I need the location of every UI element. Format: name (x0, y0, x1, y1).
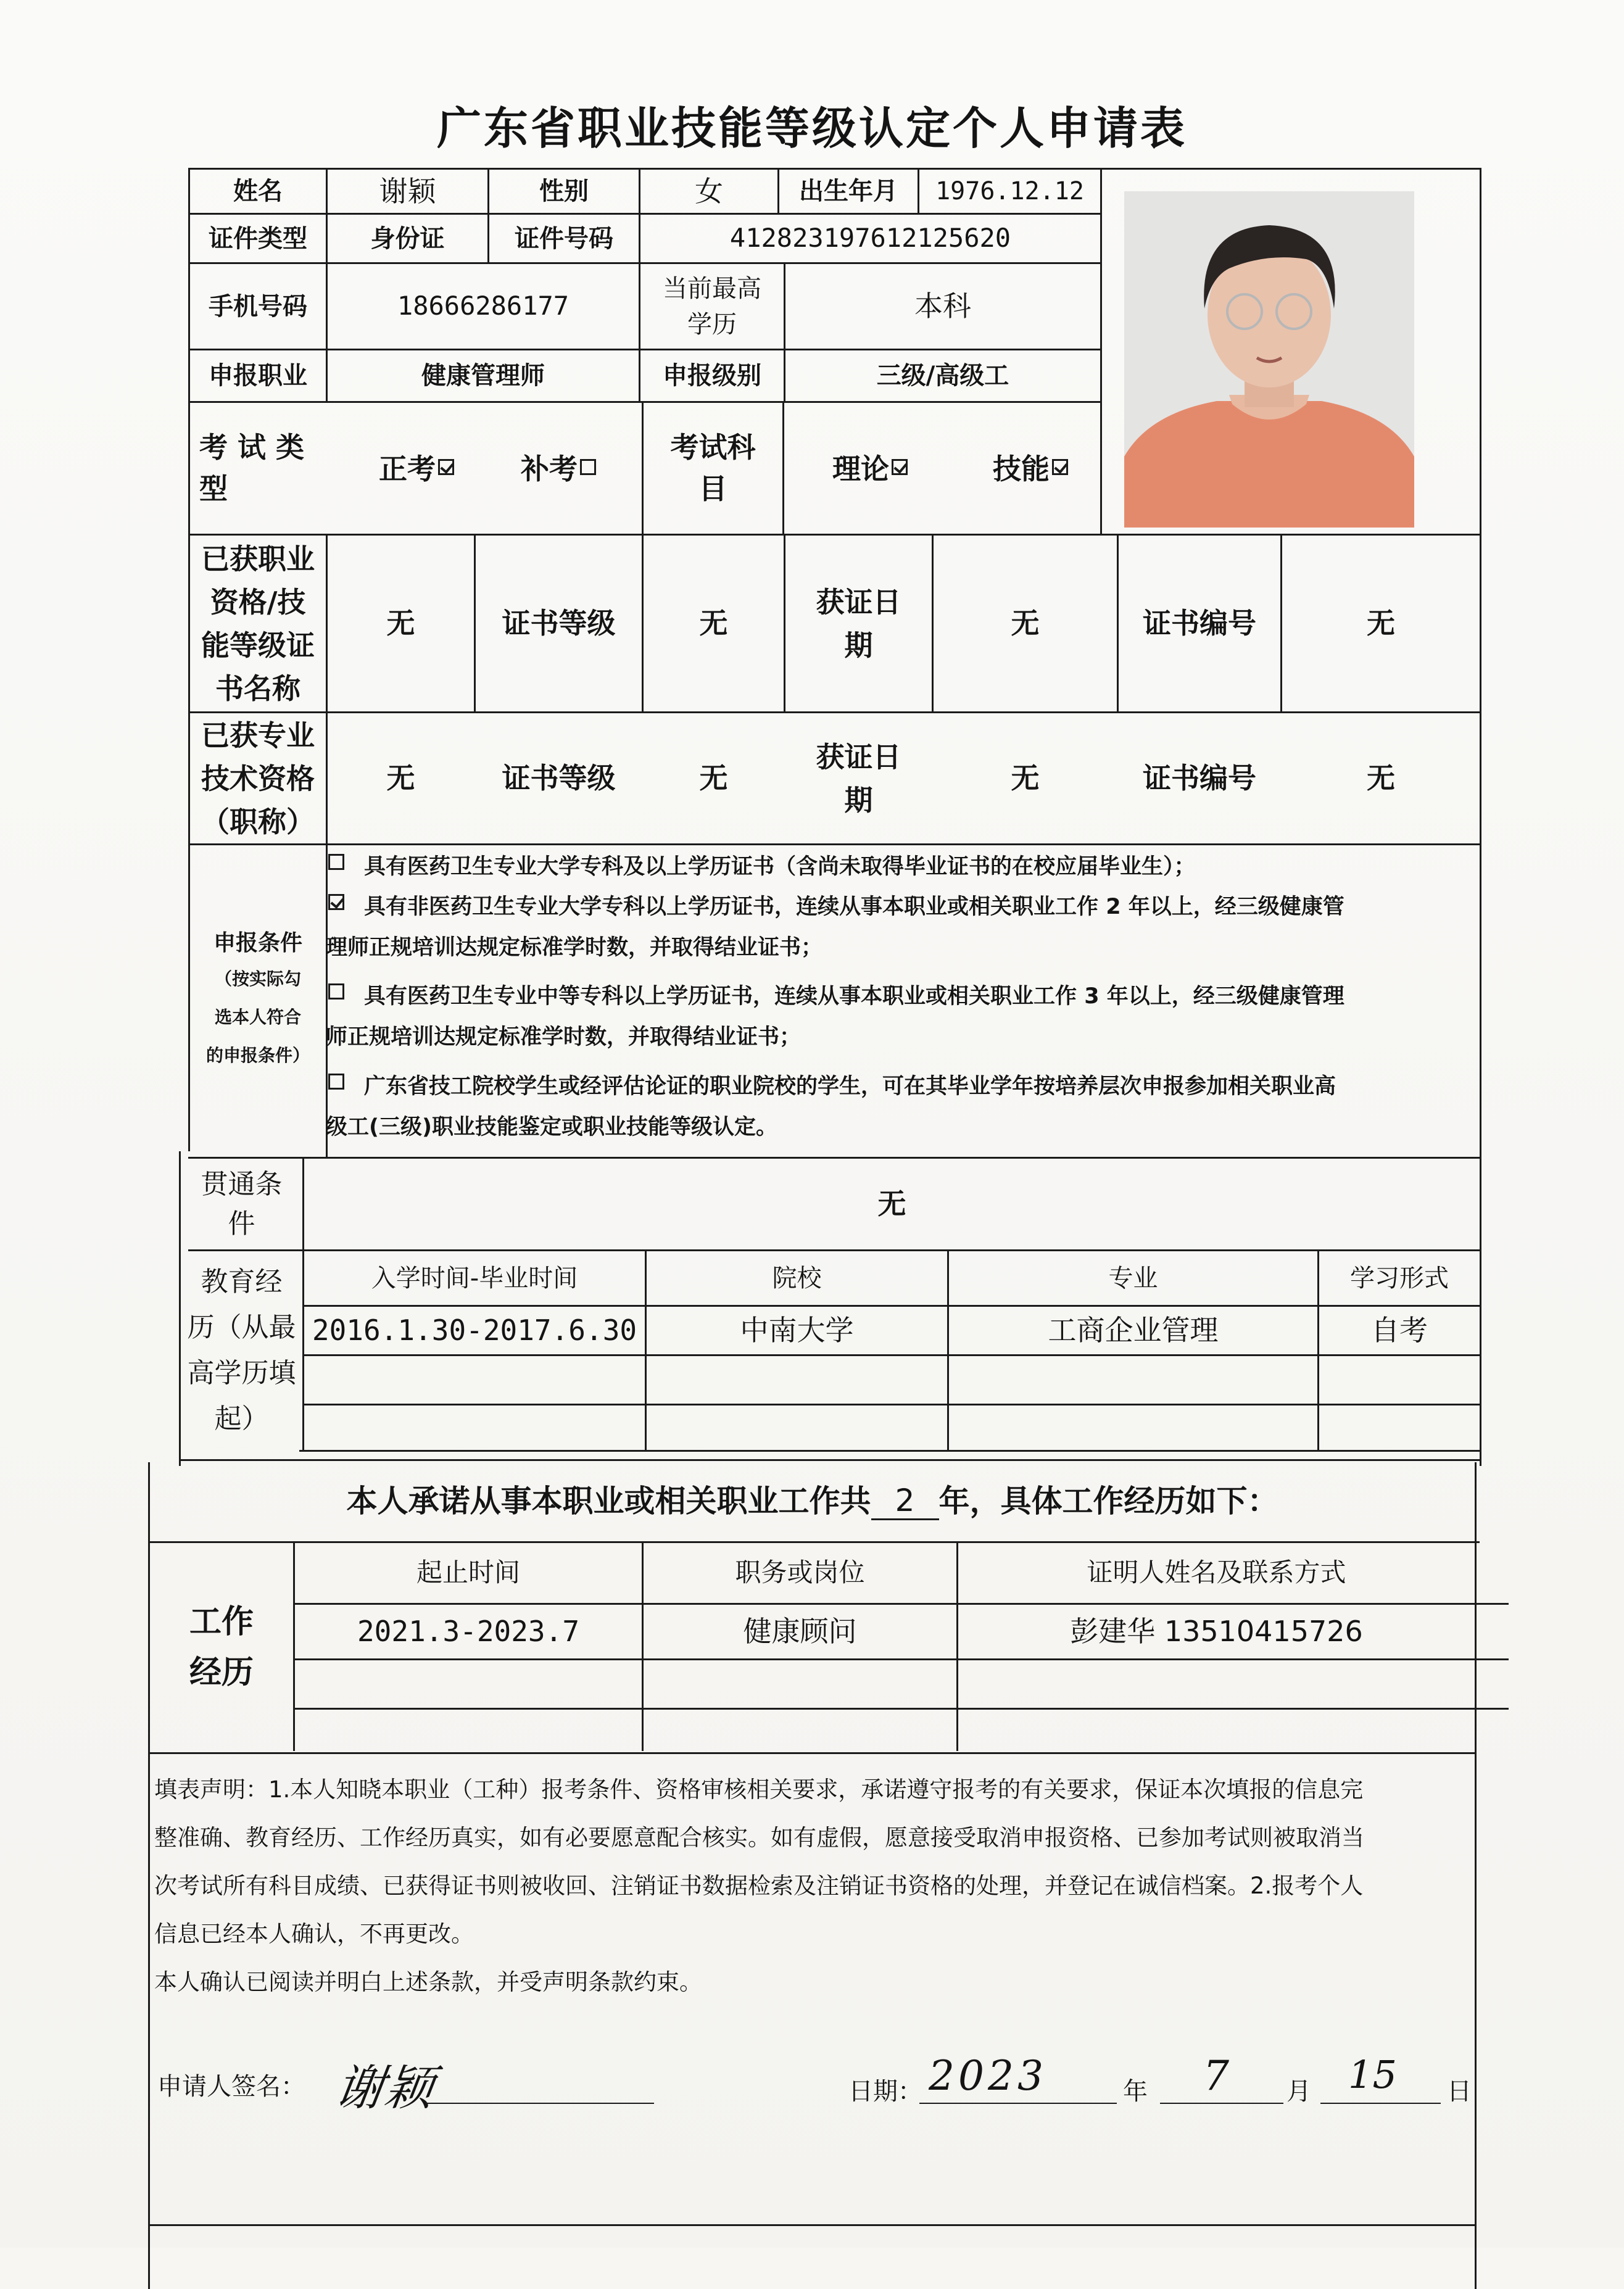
professional-title-label-line2: 技术资格 (201, 761, 315, 795)
pledge-years[interactable]: 2 (871, 1483, 939, 1520)
edu-row-3-school[interactable] (647, 1405, 947, 1450)
education-level-label (640, 264, 784, 349)
condition-4-text-line1: 广东省技工院校学生或经评估论证的职业院校的学生，可在其毕业学年按培养层次申报参加相关职业高 (364, 1074, 1336, 1099)
regular-exam-option[interactable] (358, 432, 475, 506)
birth-label: 出生年月 (799, 177, 898, 205)
id-no-label: 证件号码 (515, 224, 613, 253)
exam-type-label-line1: 考 试 类 (199, 431, 305, 465)
theory-option[interactable] (802, 432, 938, 506)
condition-1-checkbox[interactable] (328, 854, 344, 870)
hline (148, 1752, 1475, 1754)
occupational-cert-no[interactable]: 无 (1367, 606, 1395, 640)
year-underline (919, 2103, 1117, 2104)
edu-row-1-period[interactable]: 2016.1.30-2017.6.30 (312, 1314, 637, 1347)
professional-title-date[interactable]: 无 (1011, 761, 1040, 795)
pledge-line (150, 1461, 1475, 1541)
education-label-line2: 历（从最 (187, 1312, 296, 1343)
edu-header-major: 专业 (1108, 1264, 1158, 1293)
edu-row-2-period[interactable] (304, 1356, 645, 1404)
edu-row-2-school[interactable] (647, 1356, 947, 1404)
id-type-label: 证件类型 (209, 224, 307, 253)
professional-title-date-label-line2: 期 (844, 783, 873, 817)
edu-row-3-study-mode[interactable] (1319, 1405, 1480, 1450)
sign-month[interactable]: 7 (1203, 2052, 1229, 2100)
conditions-label-sub2: 选本人符合 (214, 1006, 301, 1027)
education-label-line1: 教育经 (201, 1266, 283, 1298)
occupational-cert-label-line3: 能等级证 (201, 628, 315, 662)
occupational-cert-no-label: 证书编号 (1143, 606, 1256, 640)
declaration-text (154, 1766, 1512, 2006)
work-row-2-reference[interactable] (958, 1660, 1475, 1708)
occupational-cert-label-line4: 书名称 (215, 671, 300, 705)
work-row-1-period[interactable]: 2021.3-2023.7 (357, 1615, 580, 1649)
month-unit: 月 (1286, 2077, 1311, 2106)
professional-title-no[interactable]: 无 (1367, 761, 1395, 795)
conditions-label (190, 845, 326, 1157)
edu-row-3-period[interactable] (304, 1405, 645, 1450)
conditions-label-sub3: 的申报条件） (205, 1045, 310, 1066)
birth-value[interactable]: 1976.12.12 (935, 177, 1084, 205)
professional-title-date-label-line1: 获证日 (816, 740, 901, 774)
occupational-cert-date-label (785, 536, 932, 711)
signature[interactable]: 谢颖 (331, 2061, 439, 2116)
conditions-label-main: 申报条件 (213, 930, 302, 956)
date-label: 日期： (848, 2077, 922, 2106)
makeup-exam-checkbox[interactable] (580, 459, 596, 475)
condition-3-checkbox[interactable] (328, 983, 344, 1000)
edu-header-study-mode: 学习形式 (1350, 1264, 1449, 1293)
hline (148, 2224, 1475, 2226)
work-header-position: 职务或岗位 (735, 1557, 865, 1588)
professional-title-label (190, 713, 326, 843)
pledge-suffix: 年，具体工作经历如下： (938, 1483, 1278, 1519)
work-header-reference: 证明人姓名及联系方式 (1087, 1557, 1346, 1588)
professional-title-date-label (785, 713, 932, 843)
hline (188, 843, 1480, 845)
form-title: 广东省职业技能等级认定个人申请表 (436, 102, 1187, 154)
edu-row-1-school[interactable]: 中南大学 (740, 1314, 854, 1347)
skill-option[interactable] (963, 432, 1098, 506)
condition-2-text-line2: 理师正规培训达规定标准学时数，并取得结业证书； (326, 935, 823, 960)
work-row-2-period[interactable] (295, 1660, 642, 1708)
skill-checkbox[interactable] (1052, 459, 1068, 475)
declaration-line-3: 次考试所有科目成绩、已获得证书则被收回、注销证书数据检索及注销证书资格的处理，并登记在诚信档案。2.报考个人 (154, 1873, 1364, 1899)
year-unit: 年 (1123, 2077, 1148, 2106)
edu-row-2-major[interactable] (949, 1356, 1317, 1404)
phone-label: 手机号码 (209, 292, 307, 321)
through-condition-label (181, 1159, 302, 1249)
occupational-cert-grade[interactable]: 无 (699, 606, 728, 640)
level-label: 申报级别 (663, 362, 761, 390)
conditions-label-sub1: （按实际勾 (214, 968, 301, 989)
professional-title-label-line3: （职称） (201, 805, 315, 838)
regular-exam-checkbox[interactable] (438, 459, 454, 475)
occupational-cert-label-line1: 已获职业 (201, 542, 315, 576)
occupational-cert-date-label-line1: 获证日 (816, 585, 901, 619)
exam-type-label-line2: 型 (199, 472, 228, 505)
education-label (181, 1251, 302, 1450)
pledge-prefix: 本人承诺从事本职业或相关职业工作共 (346, 1483, 871, 1519)
edu-row-1-major[interactable]: 工商企业管理 (1048, 1314, 1219, 1347)
signer-label: 申请人签名： (157, 2072, 305, 2101)
work-row-2-position[interactable] (644, 1660, 956, 1708)
through-condition-label-line1: 贯通条 (201, 1168, 283, 1200)
day-underline (1320, 2103, 1441, 2104)
condition-4-text-line2: 级工(三级)职业技能鉴定或职业技能等级认定。 (326, 1115, 777, 1140)
edu-header-period: 入学时间-毕业时间 (371, 1264, 578, 1293)
name-label: 姓名 (233, 177, 283, 205)
exam-type-label (190, 403, 320, 534)
level-value[interactable]: 三级/高级工 (876, 362, 1009, 390)
condition-item-4[interactable] (326, 1066, 1455, 1148)
table-border-right (1480, 168, 1481, 1151)
education-label-line4: 起） (214, 1403, 269, 1434)
occupational-cert-date[interactable]: 无 (1011, 606, 1040, 640)
vline (782, 401, 784, 534)
declaration-line-5: 本人确认已阅读并明白上述条款，并受声明条款约束。 (154, 1969, 702, 1995)
work-header-period: 起止时间 (416, 1557, 520, 1588)
occupational-cert-grade-label: 证书等级 (502, 606, 616, 640)
name-value[interactable]: 谢颖 (379, 174, 436, 208)
id-type-value[interactable]: 身份证 (370, 224, 445, 253)
exam-subject-label-line2: 目 (698, 472, 727, 505)
gender-value[interactable]: 女 (695, 174, 723, 208)
gender-label: 性别 (539, 177, 589, 205)
declaration-line-4: 信息已经本人确认，不再更改。 (154, 1921, 474, 1947)
hline (299, 1450, 1480, 1452)
condition-1-text: 具有医药卫生专业大学专科及以上学历证书（含尚未取得毕业证书的在校应届毕业生）； (364, 855, 1196, 879)
edu-row-1-study-mode[interactable]: 自考 (1371, 1314, 1428, 1347)
work-row-3-reference[interactable] (958, 1710, 1475, 1751)
declaration-line-2: 整准确、教育经历、工作经历真实，如有必要愿意配合核实。如有虚假，愿意接受取消申报资格、已参加考试则被取消当 (154, 1824, 1364, 1851)
occupation-value[interactable]: 健康管理师 (421, 362, 545, 390)
table-border-right (1480, 1151, 1481, 1466)
signature-underline (426, 2103, 654, 2104)
exam-subject-label-line1: 考试科 (670, 431, 756, 465)
edu-row-3-major[interactable] (949, 1405, 1317, 1450)
condition-3-text-line2: 师正规培训达规定标准学时数，并取得结业证书； (326, 1025, 802, 1049)
through-condition-label-line2: 件 (228, 1207, 255, 1240)
work-row-3-period[interactable] (295, 1710, 642, 1751)
declaration-line-1: 填表声明：1.本人知晓本职业（工种）报考条件、资格审核相关要求，承诺遵守报考的有关要求，保证本次填报的信息完 (154, 1776, 1364, 1803)
condition-3-text-line1: 具有医药卫生专业中等专科以上学历证书，连续从事本职业或相关职业工作 3 年以上，经三级健康管理 (364, 984, 1344, 1009)
professional-title-no-label: 证书编号 (1143, 761, 1256, 795)
occupational-cert-name[interactable]: 无 (386, 606, 415, 640)
regular-exam-text: 正考 (379, 452, 436, 486)
education-level-label-line1: 当前最高 (663, 274, 761, 303)
month-underline (1160, 2103, 1283, 2104)
through-condition-value[interactable]: 无 (877, 1187, 906, 1221)
edu-header-school: 院校 (772, 1264, 822, 1293)
occupation-label: 申报职业 (209, 362, 307, 390)
vline (1100, 168, 1102, 534)
professional-title-label-line1: 已获专业 (201, 718, 315, 752)
condition-2-text-line1: 具有非医药卫生专业大学专科以上学历证书，连续从事本职业或相关职业工作 2 年以上，经三级健康管 (364, 895, 1344, 919)
work-row-3-position[interactable] (644, 1710, 956, 1751)
theory-checkbox[interactable] (892, 459, 908, 475)
skill-text: 技能 (993, 452, 1050, 486)
makeup-exam-text: 补考 (521, 452, 578, 486)
exam-subject-label (644, 403, 782, 534)
phone-value[interactable]: 18666286177 (397, 291, 570, 321)
work-label-line2: 经历 (189, 1654, 254, 1691)
occupational-cert-label (190, 536, 326, 711)
professional-title-grade-label: 证书等级 (502, 761, 616, 795)
photo-portrait-icon (1124, 191, 1414, 528)
work-label-line1: 工作 (189, 1603, 254, 1641)
applicant-photo (1124, 191, 1414, 528)
id-no-value[interactable]: 412823197612125620 (729, 223, 1011, 254)
condition-item-1[interactable] (326, 846, 1455, 887)
condition-4-checkbox[interactable] (328, 1074, 344, 1090)
occupational-cert-date-label-line2: 期 (844, 628, 873, 662)
occupational-cert-label-line2: 资格/技 (210, 585, 306, 619)
condition-item-3[interactable] (326, 976, 1455, 1058)
makeup-exam-option[interactable] (500, 432, 617, 506)
sign-year[interactable]: 2023 (929, 2052, 1047, 2100)
condition-2-checkbox[interactable] (328, 894, 344, 910)
edu-row-2-study-mode[interactable] (1319, 1356, 1480, 1404)
education-label-line3: 高学历填 (187, 1357, 296, 1389)
sign-day[interactable]: 15 (1348, 2052, 1397, 2097)
professional-title-grade[interactable]: 无 (699, 761, 728, 795)
professional-title-name[interactable]: 无 (386, 761, 415, 795)
education-level-value[interactable]: 本科 (914, 289, 971, 323)
education-level-label-line2: 学历 (687, 310, 737, 339)
work-row-1-position[interactable]: 健康顾问 (743, 1615, 857, 1649)
day-unit: 日 (1447, 2077, 1472, 2106)
condition-item-2[interactable] (326, 887, 1455, 968)
theory-text: 理论 (832, 452, 889, 486)
work-label (150, 1543, 293, 1751)
work-row-1-reference[interactable]: 彭建华 13510415726 (1070, 1615, 1363, 1649)
